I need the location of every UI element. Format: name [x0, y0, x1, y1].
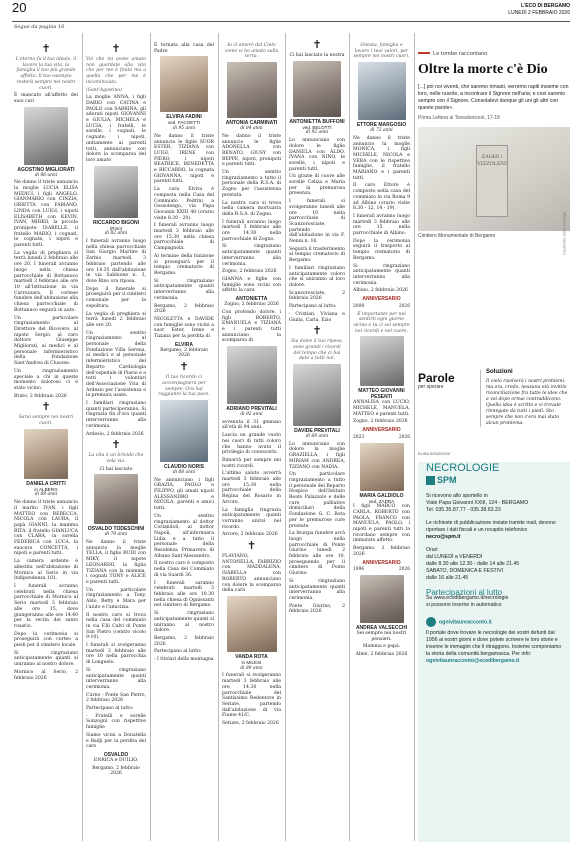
column-divider	[150, 33, 151, 841]
section-tag	[418, 52, 570, 58]
spm-logo	[426, 475, 562, 487]
deceased-name: DAVIDE PREVITALI	[294, 428, 340, 435]
deceased-name: ANTONIA CARMINATI	[225, 120, 278, 127]
obituary-text: Dopo la cerimonia si proseguirà con corteo a piedi per il cimitero locale.	[14, 631, 78, 649]
obituary-text: Si ringraziano anticipatamente quanti interverranno alla cerimonia.	[289, 578, 345, 601]
deceased-name: CLAUDIO NORIS	[164, 463, 204, 470]
obituary-text: Ne danno il triste annuncio la moglie LUCIA ELISA MEDICI, i figli ANGELO, GIANMARIO con CINZIA, ORIETTA con FABIANO, LINDA con LUIGI, i nipoti ELISABETH con KEVIN, IVAN, MIRKO, la piccola pronipote ISABELLE, il fratello MARIO, i cognati, le cognate, i nipoti e parenti tutti.	[14, 180, 78, 249]
section-tag-label: Le tombe raccontano	[433, 51, 488, 57]
deceased-age: di 69 anni	[34, 492, 58, 498]
weekday-hours: dalle 8.30 alle 12.30 - dalle 14 alle 21.45	[426, 560, 520, 567]
portrait-photo	[227, 346, 277, 404]
words-title: Parole	[418, 371, 455, 385]
deceased-name: ELVIRA FADINI	[166, 114, 202, 121]
obituary-location: Mornico al Serio, 2 febbraio 2026	[14, 669, 78, 681]
year-start: 1996	[353, 567, 365, 573]
portrait-photo	[160, 400, 208, 462]
obituary-location: Scanzorosciate, 2 febbraio 2026	[289, 290, 345, 302]
deceased-married-name: in MILESI	[241, 660, 262, 665]
tomb-inscription	[476, 145, 508, 217]
condolences-info	[418, 595, 570, 609]
obituary-text: Un sentito ringraziamento al personale della Fondazione Villa Serena, ai medici e al personale infermieristico del Reparto Cardiologia dell'ospedale di Piario e a tutti i volontari dell'Associazione Vita di Ardesio per l'assistenza e la premura usate.	[86, 330, 146, 399]
obituary-column-6	[353, 33, 410, 843]
obituary-text: Ne danno il triste annuncio la moglie MONICA, i figli MICHELE, NICOLA e VERA con le rispettive famiglie, il fratello MARIANO e i parenti tutti.	[353, 135, 410, 181]
obituary-text: Un particolare ringraziamento a Tony, Aldo, Betty e Mara per l'aiuto e l'amicizia.	[86, 587, 146, 610]
deceased-age: di 69 anni	[305, 434, 329, 440]
obituary-text: La veglia di preghiera si terrà lunedì 2 febbraio alle ore 20.	[86, 311, 146, 328]
office-intro: Si ricevono allo sportello in	[426, 492, 488, 499]
obituary-text: Rimarrà per sempre nei nostri ricordi.	[222, 457, 281, 469]
obituary-text: Partecipano al lutto:	[289, 304, 337, 310]
deceased-married-name: in ALBERO	[34, 486, 58, 492]
deceased-married-name: ved. ZADRA	[368, 498, 395, 504]
obituary-text: La moglie ANNA, i figli DARIO con CATINA e PAOLO con SABRINA, gli adorati nipoti GIOVANNI e GIULIA, MICHELA e LUCIA, i fratelli, le sorelle, i cognati, le cognate, i nipoti, unitamente ai parenti tutti, annunciano con dolore la scomparsa del loro amato	[86, 95, 146, 163]
anniversary-years	[353, 567, 410, 573]
feature-source: Prima Lettera ai Tessalonicesi, 17-18	[418, 114, 500, 121]
obituary-text: Ne danno il triste annuncio le figlie SUOR ESTER, TIZIANA con LUIGI, IRENE con PIERO, i nipoti BEATRICE, BENEDETTA e RICCARDO, la cognata GIOVANNA, nipoti e parenti tutti.	[154, 133, 214, 185]
year-end: 2026	[398, 303, 410, 309]
condolences-title: Partecipazioni al lutto	[426, 587, 503, 597]
obituary-text: I funerali avranno luogo martedì 3 febbraio alle ore 15.30 nella chiesa parrocchiale di Campagnola.	[154, 223, 214, 252]
anniversary-years	[353, 304, 410, 310]
cross-icon: ✝	[111, 438, 121, 452]
feature-tombs-story	[418, 51, 570, 255]
obituary-location: Curno - Ponte San Pietro, 2 febbraio 2026	[86, 692, 146, 704]
solutions-block	[480, 370, 570, 427]
announcement: È tornata alla casa del Padre	[154, 43, 214, 54]
obituary-text: I funerali avranno luogo martedì 3 febbraio alle ore 14.30 nella parrocchiale di Zogno.	[222, 219, 281, 242]
portrait-photo	[94, 474, 138, 524]
deceased-nickname: (Rino)	[109, 225, 123, 231]
obituary-text: I funerali si svolgeranno martedì 3 febbraio alle ore 14.30 nella parrocchiale del Santissimo Redentore in Seriate, partendo dall'abitazione di via Fiume 41/C.	[222, 673, 281, 719]
email-info	[418, 520, 570, 541]
deceased-age: di 95 anni	[172, 126, 196, 132]
obituary-location: Almè, 2 febbraio 2026	[355, 652, 408, 658]
deceased-age: di 92 anni	[240, 412, 263, 418]
announcement: Ci hai lasciato la nostra	[289, 53, 345, 58]
obituary-text: Partecipano al lutto:	[86, 706, 134, 712]
obituary-text: Si ringraziano anticipatamente quanti si uniranno al nostro dolore.	[14, 650, 78, 668]
obituary-text: - Cristian, Viviana e Giulia, Carla, Ezio	[289, 311, 345, 323]
verse: Onesta, famiglia e lavoro i tuoi valori, per sempre nei nostri cuori.	[353, 43, 410, 60]
portrait-photo	[24, 429, 68, 479]
obituary-text: Ne danno il triste annuncio la moglie TELLA, il figlio RUDI con MIKY, il nipote LEONARDO, la figlia TIZIANA con la mamma, i cognati TONY e ALICE e parenti tutti.	[86, 540, 146, 585]
obituary-column-5	[289, 33, 345, 843]
obituary-text: Lo annunciano con dolore le figlie DANIELA con ALDO, IVANA con NINO, le sorelle, i nipoti e parenti tutti.	[289, 138, 345, 172]
portrait-photo	[293, 364, 341, 426]
obituary-text: FLAVIANO, ANTONELLA, FABRIZIO con MADDALENA, ISABELLA con ROBERTO annunciano con dolore la scomparsa della cara	[222, 554, 281, 594]
obituary-location: Arcore, 2 febbraio 2026	[222, 532, 278, 538]
verse: È importante per noi sentirti ogni giorno vicino e tu ci sei sempre nei ricordi e nel cuore.	[353, 311, 410, 334]
deceased-name: AGOSTINO MIGLIORATI	[17, 166, 75, 173]
obituary-text: - Fratelli e sorelle Sonzogni con rispettive famiglie	[86, 713, 146, 731]
page-header	[0, 0, 580, 22]
necrologie-title: NECROLOGIE	[426, 462, 500, 474]
column-divider	[285, 33, 286, 841]
obituary-location: Bergamo, 2 febbraio 2026	[154, 303, 214, 315]
obituary-text: I funerali si svolgeranno martedì 3 febbraio alle ore 10 nella parrocchia di Longuelo.	[86, 643, 146, 666]
obituary-location: Albino, 2 febbraio 2026	[353, 288, 408, 294]
obituary-text: Si ringraziano anticipatamente quanti interverranno alla cerimonia.	[154, 278, 214, 301]
announcement: Ci hai lasciato	[99, 466, 133, 472]
obituary-text: La veglia di preghiera si terrà lunedì 2 febbraio alle ore 20. I funerali avranno luogo nella chiesa parrocchiale di Bottanuco martedì 3 febbraio alle ore 10 all'Istituzione in via Carrozzara. Il cortese funebre dell'abitazione alla chiesa parrocchiale di Bottanuco seguirà in auto.	[14, 250, 78, 313]
condolences-link[interactable]: Su www.ecodibergamo.it/necrologie	[426, 595, 509, 602]
obituary-text: avvenuta il 31 gennaio all'età di 94 anni.	[222, 419, 281, 431]
verse: Io ci amerò dal Cielo come vi ho amato sulla terra.	[224, 43, 279, 60]
obituary-text: Un grazie di cuore alle sorelle Celiza e Maria per la premurosa presenza.	[289, 174, 345, 197]
anniversary-heading: ANNIVERSARIO	[362, 296, 401, 303]
weekend-hours: dalle 16 alle 21.45	[426, 574, 469, 581]
continued-from: Segue da pagina 16	[14, 24, 65, 30]
obituary-text: Dopo il funerale si proseguirà per il cimitero comunale per la sepoltura.	[86, 286, 146, 309]
anniversary-heading: ANNIVERSARIO	[362, 559, 401, 566]
obituary-text: I figli MARCO con CARLA, ROBERTO con PAOLA, FRANCO con MANUELA, PAOLO, i nipoti e parenti tutti la ricordano sempre con immutato affetto.	[353, 504, 410, 544]
portrait-photo	[94, 166, 138, 218]
obituary-text: I funerali avranno luogo nella chiesa parrocchiale San Giorgio Martire di Zerbio martedì 3 febbraio partendo alle ore 14.35 dall'abitazione in via Sabbione n. 3, dove Rino ora riposa.	[86, 239, 146, 284]
cross-icon: ✝	[111, 42, 121, 55]
obituary-text: Sei sempre nei nostri pensieri.	[356, 630, 407, 642]
portal-info	[418, 617, 570, 665]
words-subtitle: per sperare	[418, 384, 444, 390]
obituary-text: I funerali avranno celebrati nella chiesa parrocchiale di Mornico al Serio martedì 3 febbraio alle ore 15, dove giungeranno alle ore 14.40 per la recita del santo rosario.	[14, 584, 78, 629]
obituary-text: Un particolare ringraziamento a tutto il personale del Reparto Hospice dell'Istituto Beato Palazzolo e delle cure palliative domiciliari della Fondazione G. C. Rota per le premurose cure prestate.	[289, 472, 345, 529]
portrait-photo	[358, 62, 406, 120]
verse: L'eterno fu il tuo ideale, il lavoro la tua vita, la famiglia il tuo più grande affetto. Il tuo esempio resterà sempre nei nostri cuori.	[15, 57, 77, 91]
column-divider	[349, 33, 350, 841]
year-end: 2026	[398, 567, 410, 573]
deceased-married-name: ved. FACOETTI	[167, 120, 201, 126]
deceased-name: VANDA ROTA	[235, 654, 268, 660]
obituary-text: I funerali saranno celebrati martedì 3 febbraio alle ore 10.30 nella chiesa di Ognissanti nel cimitero di Bergamo.	[154, 580, 214, 609]
cross-icon: ✝	[312, 324, 322, 338]
anniversary-heading: ANNIVERSARIO	[362, 427, 401, 434]
deceased-name: MATTEO GIOVANNI PESENTI	[358, 388, 405, 401]
portal-icon	[426, 617, 436, 627]
words-of-hope-box	[418, 370, 570, 458]
photo-credit: Crediti foto: Elisa Sonzogni	[562, 211, 567, 255]
deceased-name: OSVALDO	[103, 751, 129, 758]
spm-logo-mark	[426, 476, 435, 485]
deceased-name: ANDREA VALSECCHI	[355, 624, 408, 631]
publication-info	[508, 3, 570, 17]
deceased-age: di 84 anni	[240, 126, 263, 132]
cross-icon: ✝	[41, 400, 51, 414]
cross-icon: ✝	[246, 539, 257, 553]
obituary-text: ANNALISA con LUCIO, MICHELE, MANUELA, MATTEO e parenti tutti.	[353, 400, 410, 417]
obituary-text: Un particolare ringraziamento al Direttore del Ricovero, al nipote Sergio, al caro dottore Giuseppe Migliorati, ai medici e al personale infermieristico della Fondazione Sant'Andrea di Clusone.	[14, 315, 78, 367]
obituary-text: Un sentito ringraziamento a tutto il personale della R.S.A. di Zogno per l'assistenza prestata.	[222, 170, 281, 198]
obituary-text: Il nostro caro è composto nella Casa del Commiato di via Suardi 36.	[154, 561, 214, 578]
obituary-text: La famiglia ringrazia anticipatamente quanti vorranno unirsi nel ricordo.	[222, 507, 281, 530]
year-end: 2026	[398, 434, 410, 440]
header-rule	[12, 21, 570, 22]
deceased-name: ANTONIETTA BUFFONI	[289, 118, 345, 125]
weekday-label: dal LUNEDÌ a VENERDÌ	[426, 553, 483, 560]
verse: Voi che mi avete amato non guardate alla vita che per me è finita ma a quella che per me è incominciata.	[86, 57, 146, 85]
obituary-text: Si ringraziano anticipatamente quanti interverranno alla cerimonia.	[353, 263, 410, 286]
obituary-location: Zogno, 2 febbraio 2026	[224, 302, 279, 308]
obituary-text: Mamma e papà.	[362, 644, 401, 650]
obituary-location: Seriate, 2 febbraio 2026	[222, 721, 279, 727]
photo-caption: Cimitero Monumentale di Bergamo	[418, 233, 496, 240]
office-info	[418, 493, 570, 514]
spm-logo-text: SPM	[437, 474, 457, 485]
accent-bar	[418, 52, 430, 54]
year-start: 2008	[353, 303, 365, 309]
portrait-photo	[160, 56, 208, 112]
year-start: 2023	[353, 434, 365, 440]
feature-title: Oltre la morte c'è Dio	[418, 61, 548, 77]
column-divider	[82, 33, 83, 841]
deceased-age: di 92 anni	[305, 130, 329, 136]
obituary-text: Si ringraziano anticipatamente quanti si uniranno al nostro dolore.	[154, 611, 214, 634]
publication-name: L'ECO DI BERGAMO	[521, 3, 570, 9]
obituary-location: Bergamo, 2 febbraio 2026	[92, 765, 140, 777]
obituary-location: Ardesio, 2 febbraio 2026	[86, 431, 144, 437]
obituary-text: I funerali avranno luogo martedì 3 febbraio alle ore 15 nella parrocchiale di Albino.	[353, 213, 410, 237]
obituary-column-4	[222, 33, 281, 843]
deceased-name: ADRIANO PREVITALI	[226, 406, 277, 413]
obituary-text: Un ringraziamento speciale a chi in queste momento doloroso ci è stato vicino.	[14, 368, 78, 391]
verse-source: (Sant'Agostino)	[86, 87, 122, 93]
necrologie-info-box	[418, 462, 570, 842]
obituary-column-2	[86, 33, 146, 843]
portrait-photo	[227, 62, 277, 118]
portrait-photo	[360, 443, 404, 491]
obituary-text: Ne danno il triste annuncio il marito IVAN, i figli MATTEO con REBECCA, NICOLA con LAURA, il papà GIANNI, la mamma RITA, il fratello GIANLUCA con CLARA, la sorella FEDERICA con LUCA, la suocera CONCETTA, i nipoti e parenti tutti.	[14, 500, 78, 557]
obituary-text: Lo annunciano con dolore la moglie GRAZIELLA, i figli MIRIAM con ANDREA, TIZIANO con NADIA.	[289, 441, 345, 470]
page-number: 20	[12, 0, 27, 15]
obituary-text: I funerali si svolgeranno lunedì alle ore 10 nella parrocchiale di Scanzorosciate, partendo dall'abitazione in via F. Nenni n. 16.	[289, 199, 345, 245]
obituary-text: GIANNA e figlie con famiglie sono vicini con affetto la cara	[222, 276, 281, 294]
obituary-text: Partecipano al lutto:	[154, 649, 202, 655]
email-link[interactable]: necro@spm.it	[426, 533, 461, 540]
words-author: ELISA SONZOGNI	[418, 452, 450, 457]
obituary-text: Lascia un grande vuoto nei cuori di tutti coloro che hanno avuto il privilegio di conoscerlo.	[222, 433, 281, 456]
deceased-name: OSVALDO TODESCHINI	[87, 526, 145, 533]
obituary-location: Zogno, 2 febbraio 2026	[222, 269, 277, 275]
obituary-text: Il caro Ettore è composto nella casa del commiato in via Roma 9 ad Albino (orario visite 8.30 - 12, 14 - 19).	[353, 183, 410, 212]
obituary-text: ENRICA e DUILIO.	[93, 757, 139, 763]
deceased-age: di 89 anni	[240, 665, 263, 671]
portrait-photo	[360, 575, 404, 623]
cross-icon: ✝	[41, 42, 51, 55]
obituary-text: I familiari ringraziano anticipatamente coloro che si uniranno al loro dolore.	[289, 265, 345, 288]
deceased-name: MARIA GALDIOLO	[359, 492, 404, 499]
obituary-text: Ne danno il triste annuncio le figlie ADONELLA con RENATO, GIUSY con BEPPE, nipoti, pronipoti e parenti tutti.	[222, 133, 281, 168]
obituary-text: Il nostro caro si trova nella casa del commiato in via F.lli Calvi di Ponte San Pietro (centro vicolo 9-10).	[86, 612, 146, 641]
deceased-age: di 86 anni	[34, 172, 58, 178]
obituary-location: Bergamo, 2 febbraio 2026	[154, 635, 214, 647]
cross-icon: ✝	[179, 360, 189, 374]
deceased-name: ELVIRA	[175, 341, 193, 348]
obituary-text: Un sentito ringraziamento al dottor Coriandoli, al dottor Napoli, all'infermiera Lidia e a tutto il personale della Residenza Primavera di Albano Sant'Alessandro.	[154, 513, 214, 559]
obituary-column-1	[14, 33, 78, 843]
obituary-text: L'ultimo saluto avverrà martedì 3 febbraio alle ore 15.30 nella parrocchiale della Regina del Rosario in Arcore.	[222, 471, 281, 505]
words-of-hope-heading	[418, 372, 476, 391]
condolences-note: si possono inserire in automatico	[426, 602, 502, 609]
portal-link[interactable]: ognivitaunracconto.it	[439, 619, 492, 626]
obituary-text: La liturgia funebre avrà luogo nella parrocchiale di Ponte Giurino lunedì 2 febbraio alle ore 10, proseguendo per il cimitero di Ponte Giurino.	[289, 531, 345, 577]
column-divider	[414, 33, 415, 841]
anniversary-years	[353, 435, 410, 441]
deceased-name: ANTONIETTA	[235, 296, 268, 303]
deceased-name: DANIELA CRITTI	[26, 480, 66, 487]
obituary-text: Si ringraziano anticipatamente quanti interverranno alla cerimonia.	[86, 667, 146, 690]
obituary-location: Brato, 2 febbraio 2026	[14, 393, 67, 399]
deceased-name: RICCARDO BIGONI	[92, 219, 140, 226]
obituary-location: Bergamo, 2 febbraio 2026	[160, 347, 208, 359]
office-address: Viale Papa Giovanni XXIII, 124 - BERGAMO	[426, 499, 529, 506]
obituary-location: Bergamo, 2 febbraio 2026	[353, 546, 410, 557]
publication-date: LUNEDÌ 2 FEBBRAIO 2026	[508, 10, 570, 16]
deceased-married-name: ved. BELOTTI	[302, 124, 332, 130]
obituary-text: Dopo la cerimonia seguirà il trasporto al tempio crematorio di Bergamo.	[353, 238, 410, 261]
solutions-text: Il cielo risolverà i nostri problemi; ma ora, credo, nessuna età invitile riconciliazione fra tutte le idee che a voi dopo ormai contraddicono. Quella idea è scritto e vi trovate rinnegate da tutti i piedi. Sto sempre che non c'era mai stato alcun problema.	[486, 378, 568, 426]
verse: Il tuo ricordo ci accompagnerà per sempre. Ora hai raggiunto la tua pace.	[158, 375, 210, 398]
feature-text: [...] poi noi viventi, che saremo rimasti, verremo rapiti insieme con loro, nelle nuvole, a incontrare il Signore nell'aria; e così saremo sempre con il Signore. Consolatevi dunque gli uni gli altri con queste parole».	[418, 83, 569, 111]
obituary-text: Si ringraziano anticipatamente quanti interverranno alla cerimonia.	[222, 244, 281, 267]
solutions-heading: Soluzioni	[486, 369, 513, 375]
verse: Sia dolce il tuo ripeso, sono grandi i ricordi del tempo che ci hai dato a tutti noi.	[290, 339, 344, 362]
obituary-text: Siamo vicini a Donatella e Badji per la perdita del caro	[86, 732, 146, 750]
obituary-text: - I titolari della montagna	[154, 657, 214, 663]
obituary-column-3	[154, 33, 214, 843]
deceased-age: di 79 anni	[104, 532, 128, 538]
obituary-text: La camera ardente è allestita nell'abitazione di Mornico al Serio in via Indipendenza 101.	[14, 559, 78, 582]
deceased-age: di 72 anni	[370, 128, 393, 134]
portrait-photo	[293, 61, 341, 117]
tomb-inscription-text: ZAGHI / VIZZOLENI	[477, 154, 507, 168]
obituary-text: Con profondo dolore, i figli ROBERTO, EMANUELA e TIZIANA e i parenti tutti annunciano la scomparsa di	[222, 309, 281, 344]
obituary-text: La cara Elvira è composta nella Casa del Commiato Pedrini a Gossolengo, via Papa Giovanni XXIII 40 (orario visite 8.30 - 20).	[154, 187, 214, 221]
email-instructions: Le richieste di pubblicazione inviate tramite mail, devono riportare i dati fiscali e un recapito telefonico	[426, 519, 556, 533]
obituary-text: La nostra cara si trova nella camera mortuaria della R.S.A. di Zogno.	[222, 200, 281, 217]
obituary-location: Zogno, 2 febbraio 2026	[353, 419, 408, 425]
announcement: È mancato all'affetto dei suoi cari	[14, 93, 78, 104]
column-divider	[218, 33, 219, 841]
portrait-photo	[24, 107, 68, 165]
weekend-label: SABATO, DOMENICA E FESTIVI	[426, 567, 504, 574]
portal-email[interactable]: ognivitaunracconto@ecodibergamo.it	[426, 658, 520, 665]
cross-icon: ✝	[312, 38, 322, 51]
obituary-location: Ponte Giurino, 2 febbraio 2026	[289, 603, 345, 615]
portrait-photo	[360, 336, 404, 386]
obituary-text: I familiari ringraziano quanti parteciperanno. Si ringrazia fin d'ora quanti interverranno alla cerimonia.	[86, 401, 146, 429]
obituary-text: Seguirà il trasferimento al tempio crematorio di Bergamo.	[289, 246, 345, 264]
verse: Sarai sempre nei nostri cuori.	[18, 415, 74, 427]
deceased-age: di 82 anni	[104, 231, 128, 237]
deceased-name: ETTORE MARGOSIO	[356, 122, 407, 129]
deceased-age: di 88 anni	[172, 469, 196, 475]
office-phone: Tel. 035.35.87.77 - 035.38.63.33	[426, 506, 501, 513]
hours-heading: Orari	[426, 546, 438, 553]
obituary-text: Al termine della funzione si proseguirà per il tempio crematorio di Bergamo.	[154, 253, 214, 276]
portal-description: Il portale dove trovare le necrologie dei vostri defunti dal 1956 ai nostri giorni e dove potete scrivere le loro storie e inserire le immagini che li ritraggono. Insieme componiamo la storia della comunità bergamasca. Per info:	[426, 630, 562, 658]
verse: La vita è un brivido che vola via.	[88, 453, 144, 464]
obituary-text: NICOLETTA e DAVIDE con famiglie sono vicini a suor Ester, Irene e Tiziana per la perdita di	[154, 316, 214, 340]
hours-info	[418, 547, 570, 582]
obituary-text: Ne annunciano i figli GRAZIA, PAOLO e FILIPPO, gli amati nipoti ALESSANDRO e NICOLA, parenti e amici tutti.	[154, 477, 214, 512]
portrait-photo	[227, 596, 277, 652]
